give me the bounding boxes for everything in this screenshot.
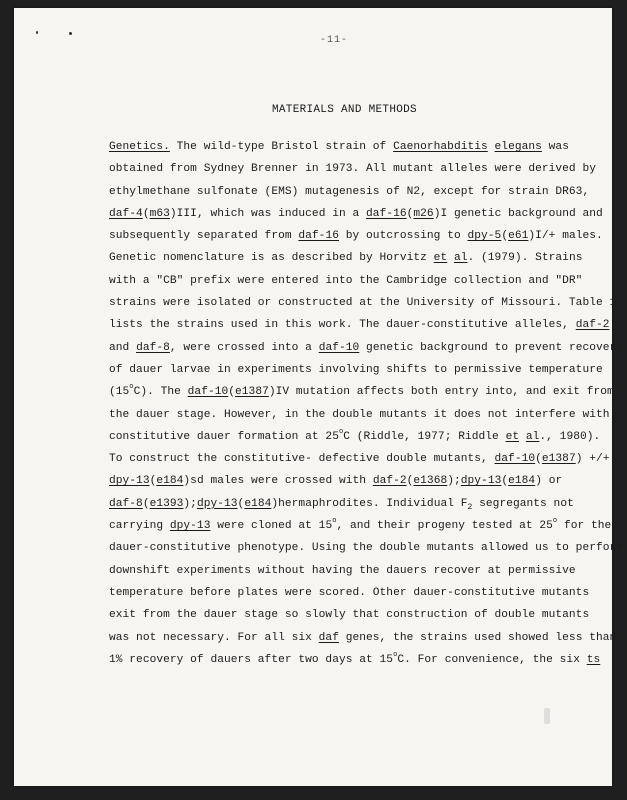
text-line bbox=[109, 604, 590, 626]
text-run: C (Riddle, 1977; Riddle bbox=[343, 430, 506, 443]
text-run: for the bbox=[557, 520, 612, 533]
text-line bbox=[109, 515, 612, 537]
text-line bbox=[109, 158, 596, 180]
text-run: and bbox=[109, 341, 137, 354]
text-run: , were crossed into a bbox=[169, 341, 319, 354]
superscript: o bbox=[338, 427, 344, 436]
text-line bbox=[109, 136, 579, 158]
text-run: constitutive dauer formation at 25 bbox=[109, 430, 339, 443]
text-run: ( bbox=[228, 386, 236, 399]
text-run: , and their progeny tested at 25 bbox=[336, 520, 553, 533]
text-run: )sd males were crossed with bbox=[183, 475, 373, 488]
subscript: 2 bbox=[467, 502, 473, 512]
underlined-term: e184 bbox=[508, 475, 536, 488]
text-run: ); bbox=[447, 475, 461, 488]
text-run: )III, which was induced in a bbox=[169, 207, 367, 220]
underlined-term: daf-8 bbox=[109, 497, 143, 510]
underlined-term: daf-4 bbox=[109, 207, 143, 220]
underlined-term: ts bbox=[586, 653, 601, 666]
underlined-term: dpy-13 bbox=[169, 520, 211, 533]
page-number: -11- bbox=[320, 35, 349, 46]
underlined-term: e1368 bbox=[413, 475, 448, 488]
text-run: ( bbox=[406, 207, 414, 220]
text-run: To construct the constitutive- defective double mutants, bbox=[109, 453, 495, 466]
text-run: ) +/+ bbox=[575, 453, 610, 466]
text-run: ., 1980). bbox=[539, 430, 601, 443]
text-line bbox=[109, 493, 579, 515]
text-run: ( bbox=[535, 453, 542, 466]
text-run bbox=[447, 252, 454, 264]
underlined-term: daf-2 bbox=[372, 475, 407, 488]
text-line bbox=[109, 470, 579, 492]
text-line bbox=[109, 649, 601, 671]
text-run: was bbox=[541, 141, 569, 153]
underlined-term: m63 bbox=[149, 207, 170, 220]
underlined-term: Genetics. bbox=[109, 141, 170, 153]
text-line bbox=[109, 270, 583, 292]
underlined-term: e1387 bbox=[541, 453, 576, 466]
text-run: ) or bbox=[535, 475, 563, 488]
underlined-term: dpy-13 bbox=[460, 475, 502, 488]
text-run: of dauer larvae in experiments involving shifts to permissive temperature bbox=[109, 363, 603, 376]
text-line bbox=[109, 247, 583, 269]
text-line bbox=[109, 314, 610, 336]
text-run: downshift experiments without having the dauers recover at permissive bbox=[109, 564, 576, 577]
text-run bbox=[488, 141, 495, 153]
text-line bbox=[109, 381, 614, 403]
text-run: )I genetic background and bbox=[433, 207, 603, 220]
text-run: The wild-type Bristol strain of bbox=[169, 141, 394, 153]
underlined-term: et bbox=[505, 430, 520, 443]
text-run: temperature before plates were scored. Other dauer-constitutive mutants bbox=[109, 586, 590, 599]
text-run: )I/+ males. bbox=[528, 230, 603, 243]
text-run: was not necessary. For all six bbox=[109, 631, 319, 644]
text-run: genetic background to prevent recovery bbox=[359, 341, 624, 354]
text-line bbox=[109, 337, 624, 359]
underlined-term: daf-16 bbox=[366, 207, 407, 220]
text-line bbox=[109, 359, 603, 381]
underlined-term: dpy-13 bbox=[196, 497, 238, 510]
superscript: o bbox=[332, 517, 337, 526]
ink-speck bbox=[36, 31, 38, 34]
text-run: lists the strains used in this work. The dauer-constitutive alleles, bbox=[109, 319, 576, 332]
text-run: ethylmethane sulfonate (EMS) mutagenesis of N2, except for strain DR63, bbox=[109, 185, 590, 198]
text-run: . (1979). Strains bbox=[467, 252, 583, 265]
text-run: ( bbox=[142, 207, 150, 220]
text-run: ( bbox=[149, 475, 157, 488]
text-run: dauer-constitutive phenotype. Using the double mutants allowed us to perform bbox=[109, 542, 624, 555]
text-run: ( bbox=[237, 497, 245, 510]
text-run: exit from the dauer stage so slowly that construction of double mutants bbox=[109, 609, 590, 622]
text-line bbox=[109, 426, 601, 448]
text-run: ( bbox=[142, 497, 150, 510]
text-run: C). The bbox=[133, 386, 188, 399]
text-run: ( bbox=[501, 475, 509, 488]
text-line bbox=[109, 560, 579, 582]
text-run: 1% recovery of dauers after two days at 15 bbox=[109, 653, 394, 666]
text-run: the dauer stage. However, in the double mutants it does not interfere with bbox=[109, 408, 610, 421]
text-run: by outcrossing to bbox=[338, 230, 468, 243]
underlined-term: daf bbox=[318, 631, 339, 644]
underlined-term: daf-2 bbox=[575, 319, 610, 332]
superscript: o bbox=[393, 650, 398, 659]
underlined-term: e184 bbox=[156, 475, 184, 488]
underlined-term: e184 bbox=[244, 497, 272, 510]
underlined-term: al bbox=[453, 252, 468, 265]
text-run: carrying bbox=[109, 520, 170, 533]
text-line bbox=[109, 448, 610, 470]
document-page bbox=[14, 8, 624, 786]
text-run: (15 bbox=[109, 386, 130, 399]
underlined-term: daf-10 bbox=[494, 453, 536, 466]
text-run: strains were isolated or constructed at the University of Missouri. Table 1 bbox=[109, 297, 617, 310]
text-line bbox=[109, 292, 617, 314]
text-run: C. For convenience, the six bbox=[397, 653, 587, 666]
text-line bbox=[109, 537, 624, 559]
text-line bbox=[109, 627, 617, 649]
text-run: were cloned at 15 bbox=[210, 520, 333, 533]
text-run: subsequently separated from bbox=[109, 230, 299, 243]
text-line bbox=[109, 181, 590, 203]
text-run: )IV mutation affects both entry into, and exit from bbox=[268, 386, 614, 399]
text-line bbox=[109, 582, 590, 604]
text-run: segregants not bbox=[472, 497, 574, 510]
underlined-term: dpy-5 bbox=[467, 230, 502, 243]
body-text bbox=[109, 136, 624, 671]
underlined-term: daf-10 bbox=[318, 341, 360, 354]
text-run: obtained from Sydney Brenner in 1973. All mutant alleles were derived by bbox=[109, 163, 596, 176]
underlined-term: al bbox=[525, 430, 540, 443]
text-run: Genetic nomenclature is as described by Horvitz bbox=[109, 252, 434, 265]
underlined-term: e1387 bbox=[235, 386, 269, 399]
text-run: ( bbox=[501, 230, 509, 243]
superscript: o bbox=[129, 383, 134, 392]
text-line bbox=[109, 225, 603, 247]
text-run: genes, the strains used showed less than bbox=[338, 631, 617, 644]
underlined-term: e1393 bbox=[149, 497, 184, 510]
underlined-term: Caenorhabditis bbox=[393, 141, 488, 153]
underlined-term: m26 bbox=[413, 207, 434, 220]
section-heading: MATERIALS AND METHODS bbox=[272, 104, 417, 116]
page-smudge bbox=[544, 708, 550, 724]
underlined-term: et bbox=[433, 252, 448, 265]
ink-speck bbox=[69, 32, 72, 35]
underlined-term: daf-16 bbox=[298, 230, 339, 243]
text-run bbox=[519, 431, 526, 443]
underlined-term: elegans bbox=[494, 141, 542, 153]
underlined-term: dpy-13 bbox=[109, 475, 150, 488]
text-run: ); bbox=[183, 497, 197, 510]
text-run: with a "CB" prefix were entered into the Cambridge collection and "DR" bbox=[109, 274, 583, 287]
underlined-term: daf-8 bbox=[136, 341, 170, 354]
text-run: ( bbox=[406, 475, 414, 488]
text-run: )hermaphrodites. Individual F bbox=[271, 497, 468, 510]
text-line bbox=[109, 203, 603, 225]
underlined-term: e61 bbox=[508, 230, 529, 243]
underlined-term: daf-10 bbox=[187, 386, 229, 399]
superscript: o bbox=[552, 517, 558, 526]
text-line bbox=[109, 404, 610, 426]
